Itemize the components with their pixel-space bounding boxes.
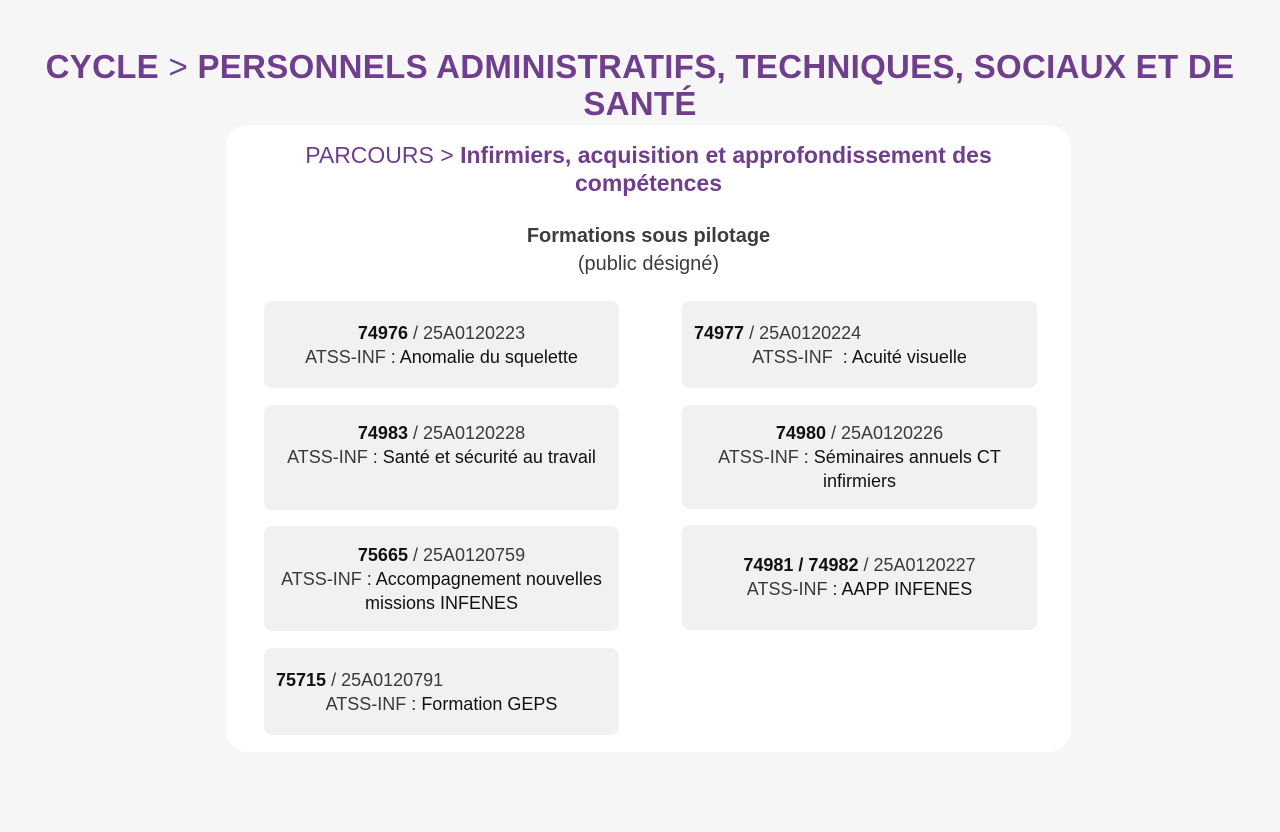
formation-card-74980[interactable] bbox=[682, 405, 1037, 509]
formation-id-line bbox=[276, 421, 607, 445]
formation-code: 74980 bbox=[775, 423, 826, 443]
formation-card-74976[interactable] bbox=[264, 301, 619, 388]
formation-desc-line bbox=[276, 345, 607, 369]
formation-card-74977[interactable] bbox=[682, 301, 1037, 388]
formation-tag: ATSS-INF bbox=[305, 347, 386, 367]
formation-code: 74983 bbox=[357, 423, 408, 443]
cycle-title bbox=[40, 48, 1240, 122]
formation-desc-line bbox=[276, 692, 607, 716]
formation-desc-line bbox=[694, 445, 1025, 493]
formation-label: Acuité visuelle bbox=[851, 347, 967, 367]
formation-card-74981-74982[interactable] bbox=[682, 525, 1037, 630]
formation-ref: / 25A0120791 bbox=[326, 670, 444, 690]
formation-card-75715[interactable] bbox=[264, 648, 619, 735]
formation-code: 75715 bbox=[276, 670, 327, 690]
parcours-title bbox=[266, 141, 1031, 197]
parcours-separator: > bbox=[440, 142, 454, 168]
formation-id-line bbox=[694, 321, 1025, 345]
formation-code: 75665 bbox=[357, 545, 408, 565]
formation-id-line bbox=[694, 421, 1025, 445]
formation-card-75665[interactable] bbox=[264, 526, 619, 631]
formation-label: Formation GEPS bbox=[421, 694, 558, 714]
formation-tag: ATSS-INF bbox=[325, 694, 407, 714]
formation-sep: : bbox=[798, 447, 814, 467]
formation-sep: : bbox=[406, 694, 422, 714]
formation-sep: : bbox=[827, 579, 842, 599]
formation-tag: ATSS-INF bbox=[746, 579, 828, 599]
formation-ref: / 25A0120227 bbox=[858, 555, 976, 575]
formation-sep: : bbox=[367, 447, 383, 467]
formation-tag: ATSS-INF bbox=[718, 447, 799, 467]
formation-label: AAPP INFENES bbox=[841, 579, 973, 599]
cycle-label: CYCLE bbox=[45, 48, 159, 86]
formation-tag: ATSS-INF bbox=[281, 569, 362, 589]
formation-label: Séminaires annuels CT infirmiers bbox=[813, 447, 1001, 491]
formation-ref: / 25A0120224 bbox=[744, 323, 862, 343]
formation-code: 74976 bbox=[357, 323, 408, 343]
formation-tag: ATSS-INF bbox=[752, 347, 833, 367]
section-heading bbox=[226, 222, 1071, 278]
formation-desc-line bbox=[276, 567, 607, 615]
formation-id-line bbox=[276, 668, 607, 692]
parcours-card bbox=[226, 125, 1071, 752]
formation-desc-line bbox=[694, 577, 1025, 601]
formation-sep: : bbox=[832, 347, 852, 367]
formation-ref: / 25A0120223 bbox=[407, 323, 526, 343]
formation-id-line bbox=[694, 553, 1025, 577]
formation-sep: : bbox=[385, 347, 400, 367]
formation-label: Accompagnement nouvelles missions INFENES bbox=[364, 569, 602, 613]
formation-desc-line bbox=[694, 345, 1025, 369]
cycle-name: PERSONNELS ADMINISTRATIFS, TECHNIQUES, SOCIAUX ET DE SANTÉ bbox=[197, 48, 1235, 123]
formation-label: Anomalie du squelette bbox=[399, 347, 578, 367]
formation-id-line bbox=[276, 543, 607, 567]
formation-label: Santé et sécurité au travail bbox=[382, 447, 596, 467]
parcours-name: Infirmiers, acquisition et approfondissement des compétences bbox=[460, 142, 992, 196]
cycle-separator: > bbox=[168, 48, 189, 86]
formation-tag: ATSS-INF bbox=[287, 447, 368, 467]
section-subtitle: (public désigné) bbox=[577, 253, 720, 275]
formation-ref: / 25A0120228 bbox=[407, 423, 526, 443]
section-title: Formations sous pilotage bbox=[526, 225, 771, 247]
formation-card-74983[interactable] bbox=[264, 405, 619, 510]
formation-sep: : bbox=[361, 569, 376, 589]
formation-ref: / 25A0120759 bbox=[407, 545, 526, 565]
formation-ref: / 25A0120226 bbox=[825, 423, 944, 443]
parcours-label: PARCOURS bbox=[305, 142, 434, 168]
formation-id-line bbox=[276, 321, 607, 345]
formation-code: 74977 bbox=[694, 323, 745, 343]
formation-code: 74981 / 74982 bbox=[743, 555, 859, 575]
formation-desc-line bbox=[276, 445, 607, 469]
